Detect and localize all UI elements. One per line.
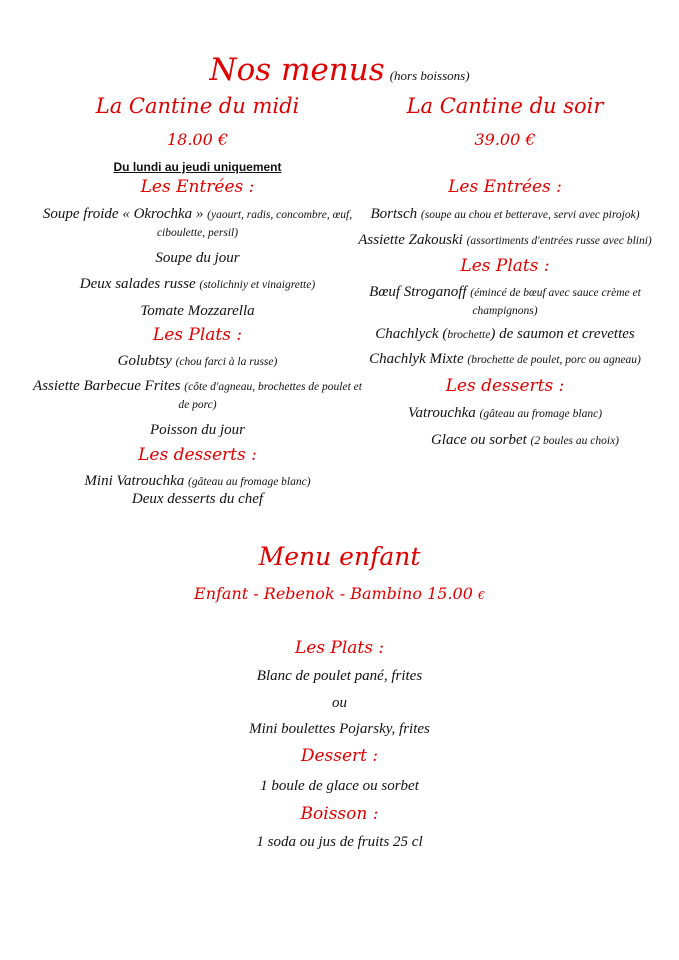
enfant-dessert-title: Dessert : <box>300 746 379 766</box>
soir-entrees-title: Les Entrées : <box>448 177 562 197</box>
soir-plat-1: Bœuf Stroganoff (émincé de bœuf avec sauce crème et champignons) <box>369 284 641 317</box>
page-subtitle: (hors boissons) <box>389 68 470 83</box>
midi-price: 18.00 € <box>166 130 229 149</box>
midi-entrees-title: Les Entrées : <box>140 177 255 197</box>
midi-plat-2: Assiette Barbecue Frites (côte d'agneau, brochettes de poulet et de porc) <box>33 378 362 411</box>
enfant-boisson-title: Boisson : <box>300 804 379 824</box>
menu-midi <box>30 94 365 508</box>
midi-dessert-2: Deux desserts du chef <box>131 491 264 507</box>
midi-entree-3: Deux salades russe (stolichniy et vinaigrette) <box>79 276 316 292</box>
enfant-boisson: 1 soda ou jus de fruits 25 cl <box>256 834 423 850</box>
soir-plat-3: Chachlyk Mixte (brochette de poulet, porc ou agneau) <box>369 351 641 367</box>
menu-soir <box>350 94 660 450</box>
midi-plat-3: Poisson du jour <box>149 422 245 438</box>
enfant-plat-2: Mini boulettes Pojarsky, frites <box>249 721 430 737</box>
soir-entree-2: Assiette Zakouski (assortiments d'entrées russe avec blini) <box>358 232 652 248</box>
midi-dessert-1: Mini Vatrouchka (gâteau au fromage blanc) <box>84 473 311 489</box>
page-title: Nos menus <box>209 52 385 88</box>
enfant-dessert: 1 boule de glace ou sorbet <box>260 778 419 794</box>
midi-entree-2: Soupe du jour <box>155 250 240 266</box>
enfant-ou: ou <box>332 695 347 711</box>
enfant-subtitle: Enfant - Rebenok - Bambino 15.00 € <box>194 584 485 603</box>
enfant-plats-title: Les Plats : <box>294 638 385 658</box>
midi-plats-title: Les Plats : <box>152 325 243 345</box>
midi-title: La Cantine du midi <box>95 94 300 118</box>
midi-plat-1: Golubtsy (chou farci à la russe) <box>117 353 278 369</box>
soir-price: 39.00 € <box>474 130 536 149</box>
midi-entree-4: Tomate Mozzarella <box>140 303 255 319</box>
soir-dessert-2: Glace ou sorbet (2 boules au choix) <box>430 432 620 448</box>
midi-days: Du lundi au jeudi uniquement <box>113 160 282 174</box>
menu-header <box>0 52 679 88</box>
midi-desserts-title: Les desserts : <box>138 445 257 465</box>
soir-plats-title: Les Plats : <box>460 256 550 276</box>
soir-title: La Cantine du soir <box>406 94 604 118</box>
midi-entree-1: Soupe froide « Okrochka » (yaourt, radis, concombre, œuf, ciboulette, persil) <box>42 206 353 239</box>
enfant-plat-1: Blanc de poulet pané, frites <box>256 668 423 684</box>
soir-dessert-1: Vatrouchka (gâteau au fromage blanc) <box>407 405 603 421</box>
enfant-title: Menu enfant <box>258 542 421 571</box>
soir-entree-1: Bortsch (soupe au chou et betterave, servi avec pirojok) <box>370 206 640 222</box>
soir-desserts-title: Les desserts : <box>445 376 565 396</box>
soir-plat-2: Chachlyck (brochette) de saumon et crevettes <box>375 326 635 342</box>
